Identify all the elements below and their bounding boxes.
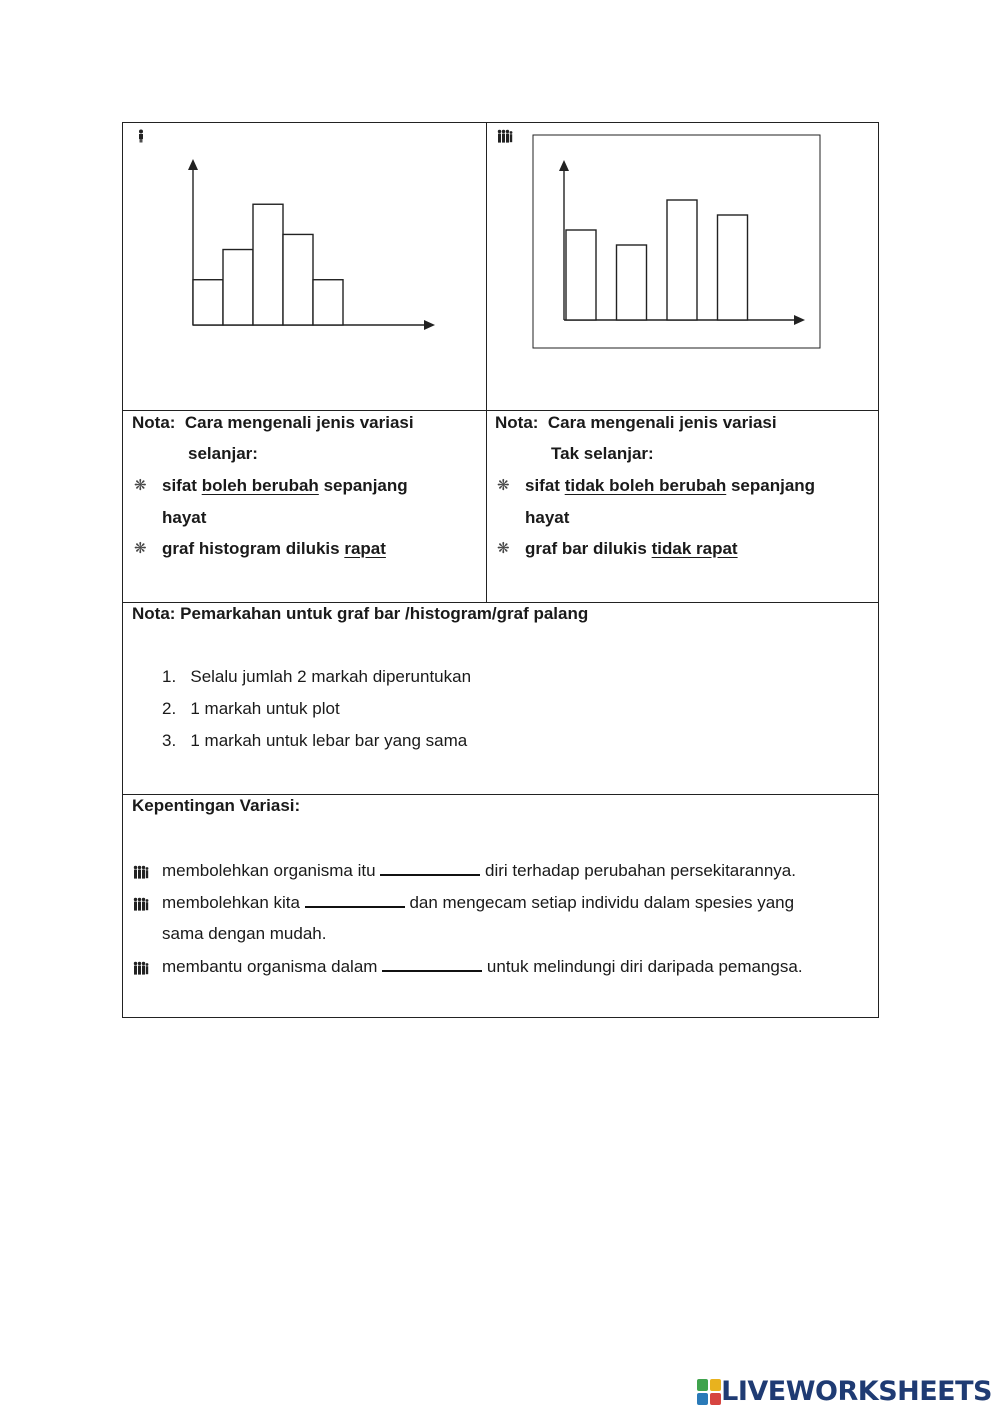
- continuous-bullet-1-cont: hayat: [162, 508, 207, 527]
- histogram-bar-5: [313, 280, 343, 325]
- item-text: membolehkan organisma itu: [162, 861, 376, 880]
- continuous-bullet-2: [162, 539, 386, 559]
- item-text: diri terhadap perubahan persekitarannya.: [485, 861, 796, 880]
- bullet-text: sepanjang: [323, 476, 408, 495]
- bar-2: [617, 245, 647, 320]
- asterisk-icon: ❋: [134, 477, 147, 494]
- bar-3: [667, 200, 697, 320]
- discontinuous-bullet-2: [525, 539, 738, 559]
- bar-chart-cell: [487, 123, 880, 410]
- histogram-y-arrow: [188, 159, 198, 170]
- histogram-bar-2: [223, 250, 253, 325]
- liveworksheets-logo[interactable]: [697, 1376, 992, 1407]
- discontinuous-title: Cara mengenali jenis variasi: [547, 413, 777, 432]
- item-text: 1 markah untuk plot: [190, 699, 340, 718]
- item-number: 2.: [162, 699, 177, 718]
- logo-badge-icon: [697, 1379, 721, 1405]
- bar-chart-x-arrow: [794, 315, 805, 325]
- item-text: Selalu jumlah 2 markah diperuntukan: [190, 667, 472, 686]
- continuous-title-cont: selanjar:: [188, 444, 258, 463]
- bar-4: [718, 215, 748, 320]
- asterisk-icon: ❋: [497, 477, 510, 494]
- marking-item-3: [162, 731, 467, 751]
- asterisk-icon: ❋: [497, 540, 510, 557]
- histogram-cell: [123, 123, 486, 410]
- underlined-keyword: tidak boleh berubah: [564, 476, 727, 495]
- answer-blank-2[interactable]: [305, 892, 405, 908]
- bar-chart: [487, 123, 880, 410]
- bullet-text: sepanjang: [730, 476, 816, 495]
- bullet-text: sifat: [162, 476, 197, 495]
- item-text: 1 markah untuk lebar bar yang sama: [190, 731, 468, 750]
- item-number: 1.: [162, 667, 177, 686]
- importance-item-1: [162, 860, 796, 881]
- importance-item-2-cont: sama dengan mudah.: [162, 924, 327, 943]
- bar-1: [566, 230, 596, 320]
- continuous-notes-cell: [123, 411, 486, 602]
- item-text: untuk melindungi diri daripada pemangsa.: [486, 957, 803, 976]
- underlined-keyword: rapat: [344, 539, 386, 558]
- underlined-keyword: boleh berubah: [201, 476, 319, 495]
- group-people-icon: [133, 865, 149, 879]
- discontinuous-title-cont: Tak selanjar:: [551, 444, 654, 463]
- importance-item-2: [162, 892, 794, 913]
- importance-item-3: [162, 956, 803, 977]
- answer-blank-3[interactable]: [382, 956, 482, 972]
- bullet-text: graf bar dilukis: [525, 539, 647, 558]
- continuous-bullet-1: [162, 476, 408, 496]
- marking-item-2: [162, 699, 340, 719]
- importance-cell: [123, 795, 880, 1017]
- asterisk-icon: ❋: [134, 540, 147, 557]
- importance-heading: Kepentingan Variasi:: [132, 796, 301, 815]
- nota-label: Nota:: [495, 413, 539, 432]
- answer-blank-1[interactable]: [380, 860, 480, 876]
- histogram-bar-4: [283, 234, 313, 325]
- histogram-chart: [123, 123, 486, 410]
- continuous-title: Cara mengenali jenis variasi: [184, 413, 414, 432]
- marking-heading: Nota: Pemarkahan untuk graf bar /histogram/graf palang: [132, 604, 589, 623]
- histogram-bar-1: [193, 280, 223, 325]
- marking-item-1: [162, 667, 471, 687]
- worksheet-table: [122, 122, 879, 1018]
- histogram-x-arrow: [424, 320, 435, 330]
- underlined-keyword: tidak rapat: [651, 539, 738, 558]
- discontinuous-bullet-1: [525, 476, 815, 496]
- item-number: 3.: [162, 731, 177, 750]
- bullet-text: graf histogram dilukis: [162, 539, 340, 558]
- group-people-icon: [133, 961, 149, 975]
- bar-chart-y-arrow: [559, 160, 569, 171]
- histogram-bar-3: [253, 204, 283, 325]
- bullet-text: sifat: [525, 476, 560, 495]
- discontinuous-notes-cell: [487, 411, 880, 602]
- item-text: membantu organisma dalam: [162, 957, 378, 976]
- discontinuous-bullet-1-cont: hayat: [525, 508, 570, 527]
- marking-notes-cell: [123, 603, 880, 794]
- group-people-icon: [133, 897, 149, 911]
- logo-text: LIVEWORKSHEETS: [721, 1376, 992, 1407]
- item-text: dan mengecam setiap individu dalam spesies yang: [409, 893, 795, 912]
- item-text: membolehkan kita: [162, 893, 300, 912]
- nota-label: Nota:: [132, 413, 176, 432]
